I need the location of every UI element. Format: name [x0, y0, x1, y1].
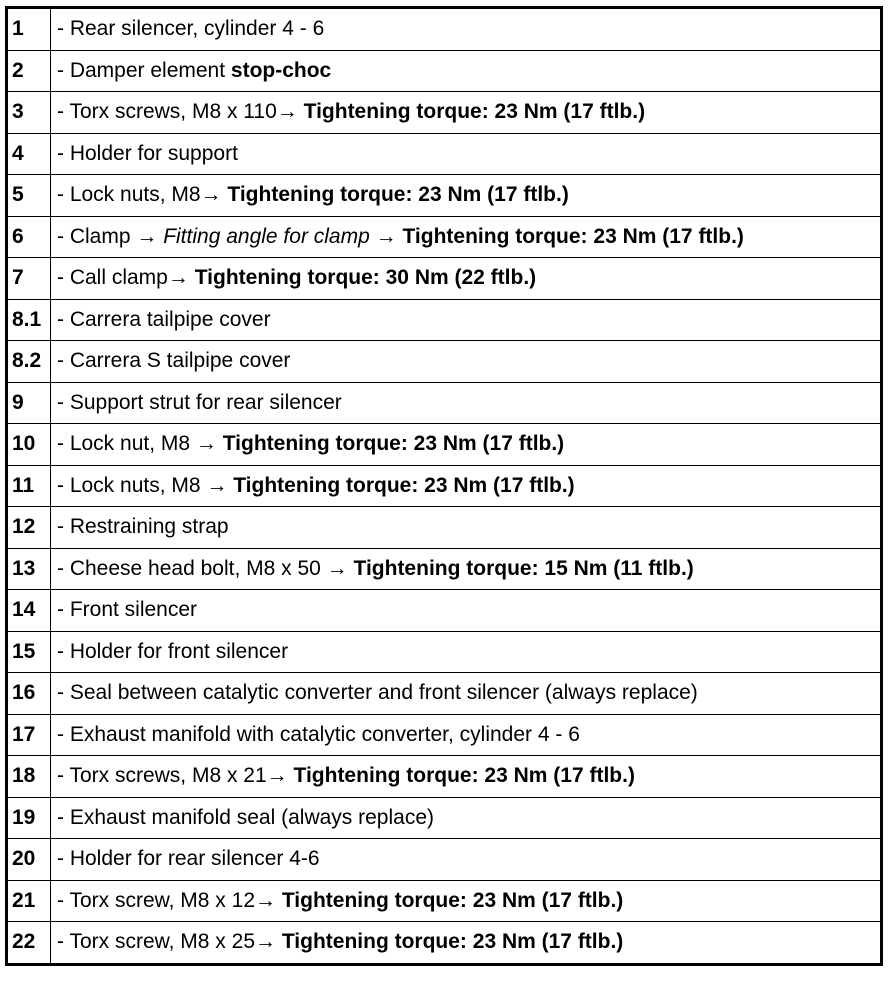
- table-row: [7, 507, 882, 549]
- torque-spec: Tightening torque: 23 Nm (17 ftlb.): [222, 432, 565, 456]
- description-text: - Rear silencer, cylinder 4 - 6: [57, 17, 325, 41]
- part-number: 21: [7, 880, 51, 922]
- part-number: 17: [7, 714, 51, 756]
- part-description: [51, 258, 882, 300]
- description-text: - Torx screw, M8 x 12→: [57, 888, 282, 912]
- table-row: [7, 133, 882, 175]
- part-number: 15: [7, 631, 51, 673]
- description-text: - Support strut for rear silencer: [57, 390, 342, 414]
- part-description: [51, 548, 882, 590]
- description-text: - Carrera S tailpipe cover: [57, 349, 291, 373]
- table-row: [7, 631, 882, 673]
- torque-spec: Tightening torque: 23 Nm (17 ftlb.): [281, 930, 624, 954]
- part-number: 9: [7, 382, 51, 424]
- torque-spec: Tightening torque: 23 Nm (17 ftlb.): [293, 764, 635, 788]
- description-text: - Cheese head bolt, M8 x 50 →: [57, 556, 354, 580]
- torque-spec: Tightening torque: 30 Nm (22 ftlb.): [194, 266, 537, 290]
- torque-spec: stop-choc: [230, 58, 332, 82]
- part-description: [51, 590, 882, 632]
- part-number: 13: [7, 548, 51, 590]
- description-text: - Torx screws, M8 x 21→: [57, 764, 294, 788]
- table-row: [7, 92, 882, 134]
- part-description: [51, 299, 882, 341]
- description-text: - Exhaust manifold with catalytic converter, cylinder 4 - 6: [57, 722, 580, 746]
- part-description: [51, 922, 882, 965]
- description-text: - Call clamp→: [57, 266, 195, 290]
- part-description: [51, 839, 882, 881]
- part-number: 2: [7, 50, 51, 92]
- part-description: [51, 175, 882, 217]
- description-text: - Seal between catalytic converter and front silencer (always replace): [57, 681, 698, 705]
- table-row: [7, 424, 882, 466]
- fitting-note: Fitting angle for clamp: [163, 224, 370, 248]
- table-row: [7, 797, 882, 839]
- table-row: [7, 50, 882, 92]
- torque-spec: Tightening torque: 23 Nm (17 ftlb.): [281, 888, 624, 912]
- description-text: - Lock nuts, M8→: [57, 183, 228, 207]
- table-row: [7, 839, 882, 881]
- part-description: [51, 216, 882, 258]
- part-number: 8.1: [7, 299, 51, 341]
- table-row: [7, 714, 882, 756]
- part-number: 12: [7, 507, 51, 549]
- description-text: - Front silencer: [57, 598, 198, 622]
- part-number: 20: [7, 839, 51, 881]
- table-row: [7, 465, 882, 507]
- part-number: 6: [7, 216, 51, 258]
- part-number: 18: [7, 756, 51, 798]
- description-text: - Carrera tailpipe cover: [57, 307, 271, 331]
- part-number: 14: [7, 590, 51, 632]
- part-number: 10: [7, 424, 51, 466]
- part-number: 1: [7, 8, 51, 51]
- part-description: [51, 507, 882, 549]
- part-description: [51, 382, 882, 424]
- part-description: [51, 673, 882, 715]
- description-text: - Clamp →: [57, 224, 164, 248]
- description-text: - Exhaust manifold seal (always replace): [57, 805, 434, 829]
- description-text: - Torx screws, M8 x 110→: [57, 100, 304, 124]
- part-description: [51, 465, 882, 507]
- part-number: 16: [7, 673, 51, 715]
- table-row: [7, 299, 882, 341]
- part-description: [51, 50, 882, 92]
- table-row: [7, 382, 882, 424]
- parts-table: [5, 6, 883, 966]
- description-text: - Lock nuts, M8 →: [57, 473, 234, 497]
- part-number: 11: [7, 465, 51, 507]
- description-text: - Holder for rear silencer 4-6: [57, 847, 320, 871]
- part-number: 22: [7, 922, 51, 965]
- part-number: 4: [7, 133, 51, 175]
- description-text: - Holder for support: [57, 141, 238, 165]
- torque-spec: Tightening torque: 23 Nm (17 ftlb.): [227, 183, 569, 207]
- table-row: [7, 673, 882, 715]
- table-row: [7, 590, 882, 632]
- part-number: 5: [7, 175, 51, 217]
- torque-spec: Tightening torque: 15 Nm (11 ftlb.): [353, 556, 694, 580]
- part-description: [51, 92, 882, 134]
- part-description: [51, 631, 882, 673]
- part-description: [51, 880, 882, 922]
- description-text: - Restraining strap: [57, 515, 229, 539]
- table-row: [7, 880, 882, 922]
- part-description: [51, 714, 882, 756]
- torque-spec: Tightening torque: 23 Nm (17 ftlb.): [303, 100, 646, 124]
- table-row: [7, 8, 882, 51]
- parts-table-body: [7, 8, 882, 965]
- part-description: [51, 133, 882, 175]
- description-text: - Lock nut, M8 →: [57, 432, 223, 456]
- table-row: [7, 922, 882, 965]
- table-row: [7, 258, 882, 300]
- description-text: →: [369, 224, 403, 248]
- description-text: - Damper element: [57, 58, 231, 82]
- table-row: [7, 341, 882, 383]
- part-description: [51, 8, 882, 51]
- table-row: [7, 548, 882, 590]
- part-number: 3: [7, 92, 51, 134]
- part-number: 19: [7, 797, 51, 839]
- torque-spec: Tightening torque: 23 Nm (17 ftlb.): [233, 473, 575, 497]
- part-number: 8.2: [7, 341, 51, 383]
- table-row: [7, 175, 882, 217]
- torque-spec: Tightening torque: 23 Nm (17 ftlb.): [402, 224, 744, 248]
- part-description: [51, 756, 882, 798]
- description-text: - Torx screw, M8 x 25→: [57, 930, 282, 954]
- part-description: [51, 424, 882, 466]
- description-text: - Holder for front silencer: [57, 639, 289, 663]
- table-row: [7, 216, 882, 258]
- part-description: [51, 797, 882, 839]
- part-description: [51, 341, 882, 383]
- table-row: [7, 756, 882, 798]
- part-number: 7: [7, 258, 51, 300]
